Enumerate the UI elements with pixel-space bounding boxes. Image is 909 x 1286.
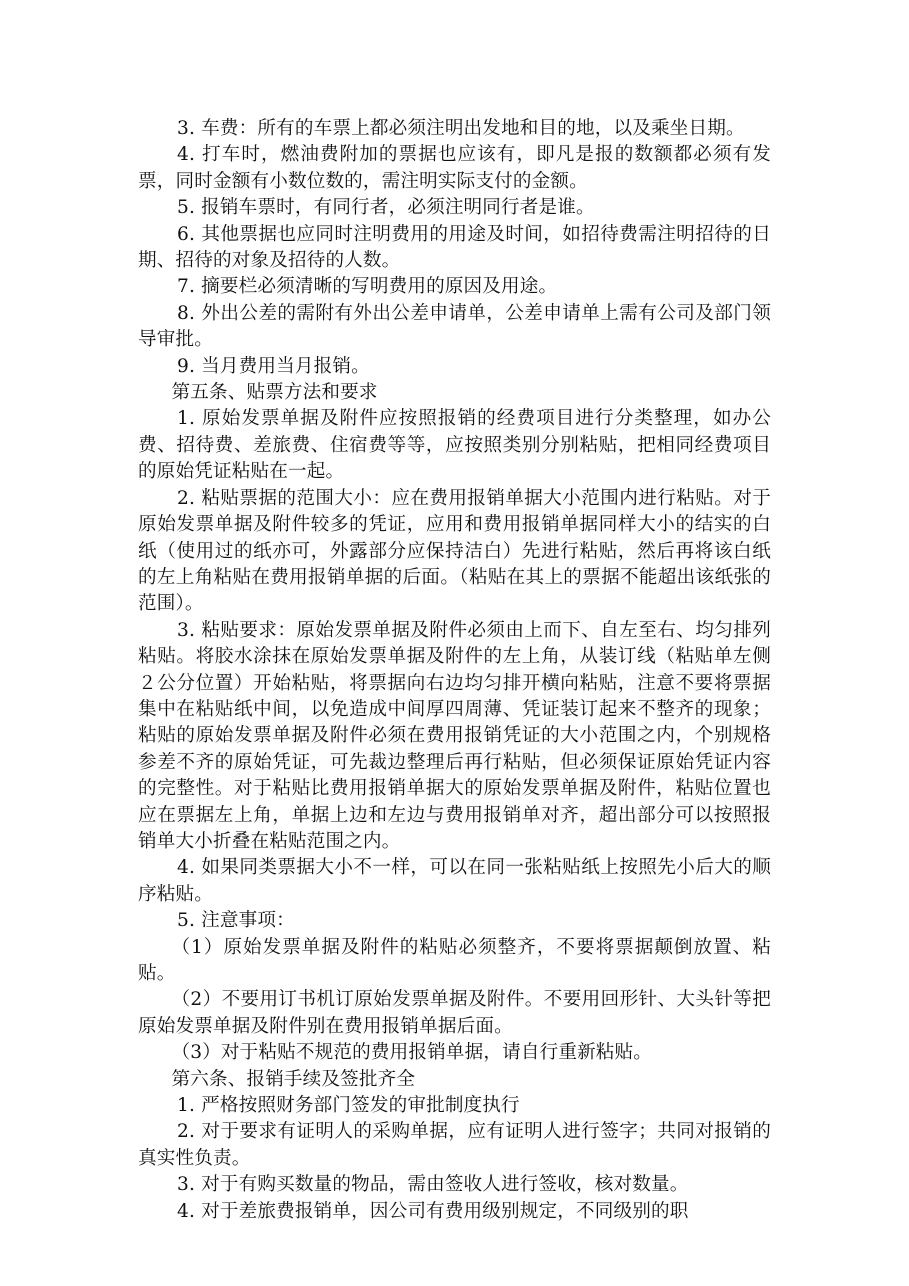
paragraph-item-6-other-receipts: 6. 其他票据也应同时注明费用的用途及时间，如招待费需注明招待的日期、招待的对象及招待的人数。 (138, 223, 771, 272)
paragraph-item-6-4-travel: 4. 对于差旅费报销单，因公司有费用级别规定，不同级别的职 (177, 1200, 689, 1222)
section-heading-article-6: 第六条、报销手续及签批齐全 (171, 1068, 416, 1090)
paragraph-note-3: （3）对于粘贴不规范的费用报销单据，请自行重新粘贴。 (171, 1042, 653, 1064)
paragraph-item-5-2-range: 2. 粘贴票据的范围大小：应在费用报销单据大小范围内进行粘贴。对于原始发票单据及附件较多的凭证，应用和费用报销单据同样大小的结实的白纸（使用过的纸亦可，外露部分应保持洁白）先进行粘贴，然后再将该白纸的左上角粘贴在费用报销单据的后面。（粘贴在其上的票据不能超出该纸张的范围）。 (138, 487, 771, 615)
paragraph-item-7-summary: 7. 摘要栏必须清晰的写明费用的原因及用途。 (177, 276, 558, 298)
paragraph-item-5-4-order: 4. 如果同类票据大小不一样，可以在同一张粘贴纸上按照先小后大的顺序粘贴。 (138, 857, 771, 905)
paragraph-item-5-companion: 5. 报销车票时，有同行者，必须注明同行者是谁。 (177, 197, 595, 219)
paragraph-item-6-3-quantity: 3. 对于有购买数量的物品，需由签收人进行签收，核对数量。 (177, 1174, 689, 1196)
paragraph-item-5-3-requirements: 3. 粘贴要求：原始发票单据及附件必须由上而下、自左至右、均匀排列粘贴。将胶水涂抹在原始发票单据及附件的左上角，从装订线（粘贴单左侧２公分位置）开始粘贴，将票据向右边均匀排开横向粘贴，注意不要将票据集中在粘贴纸中间，以免造成中间厚四周薄、凭证装订起来不整齐的现象；粘贴的原始发票单据及附件必须在费用报销凭证的大小范围之内，个别规格参差不齐的原始凭证，可先裁边整理后再行粘贴，但必须保证原始凭证内容的完整性。对于粘贴比费用报销单据大的原始发票单据及附件，粘贴位置也应在票据左上角，单据上边和左边与费用报销单对齐，超出部分可以按照报销单大小折叠在粘贴范围之内。 (138, 619, 771, 852)
paragraph-item-6-1-approval: 1. 严格按照财务部门签发的审批制度执行 (177, 1095, 520, 1117)
paragraph-item-5-1-classify: 1. 原始发票单据及附件应按照报销的经费项目进行分类整理，如办公费、招待费、差旅费、住宿费等等，应按照类别分别粘贴，把相同经费项目的原始凭证粘贴在一起。 (138, 408, 771, 483)
paragraph-item-4-taxi: 4. 打车时，燃油费附加的票据也应该有，即凡是报的数额都必须有发票，同时金额有小数位数的，需注明实际支付的金额。 (138, 144, 771, 192)
section-heading-article-5: 第五条、贴票方法和要求 (171, 382, 378, 404)
paragraph-item-9-monthly: 9. 当月费用当月报销。 (177, 355, 370, 377)
paragraph-note-2: （2）不要用订书机订原始发票单据及附件。不要用回形针、大头针等把原始发票单据及附件别在费用报销单据后面。 (138, 989, 771, 1037)
paragraph-item-5-5-notes: 5. 注意事项： (177, 910, 295, 932)
document-body (138, 116, 771, 1225)
paragraph-note-1: （1）原始发票单据及附件的粘贴必须整齐，不要将票据颠倒放置、粘贴。 (138, 936, 771, 984)
paragraph-item-6-2-witness: 2. 对于要求有证明人的采购单据，应有证明人进行签字；共同对报销的真实性负责。 (138, 1121, 771, 1169)
paragraph-item-8-business-trip: 8. 外出公差的需附有外出公差申请单，公差申请单上需有公司及部门领导审批。 (138, 302, 771, 351)
paragraph-item-3-fare: 3. 车费：所有的车票上都必须注明出发地和目的地，以及乘坐日期。 (177, 118, 745, 139)
